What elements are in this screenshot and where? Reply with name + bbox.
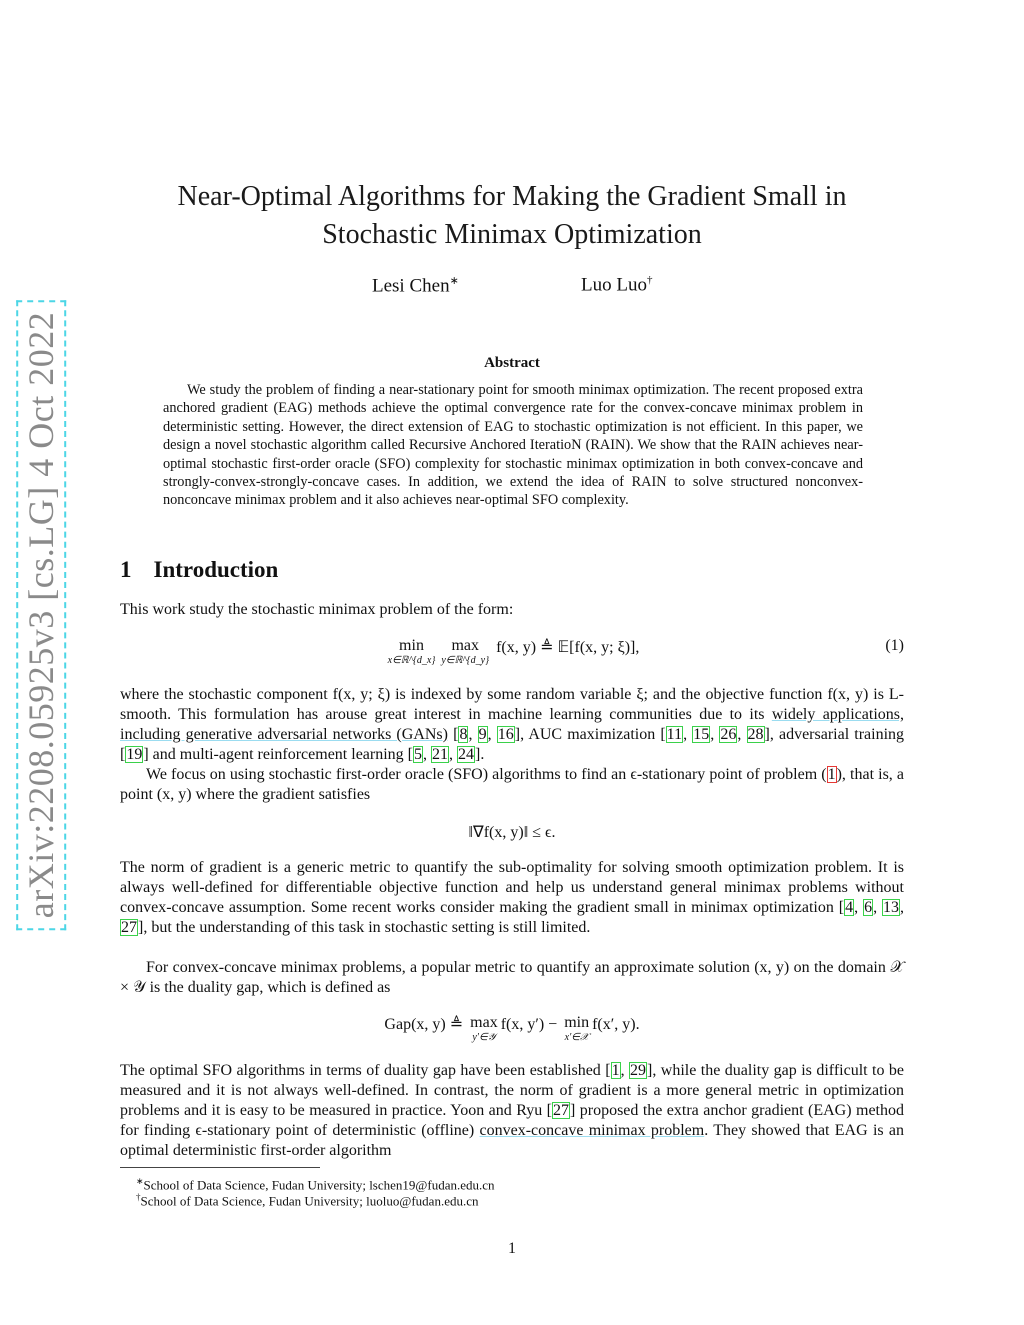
intro-paragraph-2: where the stochastic component f(x, y; ξ) is indexed by some random variable ξ; and the objective function f(x, y) is L-smooth. This formulation has arouse great interest in machine learning communities due to its widely applications, including generative adversarial networks (GANs) [8, 9, 16], AUC maximization [11, 15, 26, 28], adversarial training [19] and multi-agent reinforcement learning [5, 21, 24]. — [120, 686, 905, 763]
min-operator: min x∈ℝ^{d_x} — [387, 637, 436, 666]
footnote-1: ∗School of Data Science, Fudan University; lschen19@fudan.edu.cn — [136, 1176, 495, 1193]
arxiv-identifier: arXiv:2208.05925v3 [cs.LG] 4 Oct 2022 — [16, 300, 66, 930]
link-widely-applications[interactable]: widely applications, including generative adversarial networks (GANs) — [120, 706, 905, 743]
author-2 — [581, 274, 652, 296]
max-operator-gap: max y′∈𝒴 — [470, 1014, 498, 1043]
citation-26[interactable]: 26 — [720, 726, 737, 743]
section-number: 1 — [120, 557, 132, 582]
abstract-heading: Abstract — [484, 355, 540, 371]
link-convex-concave[interactable]: convex-concave minimax problem — [479, 1122, 705, 1139]
author-1-name: Lesi Chen — [372, 275, 450, 297]
author-2-mark: † — [646, 274, 653, 286]
footnote-2: †School of Data Science, Fudan University; luoluo@fudan.edu.cn — [136, 1192, 479, 1209]
citation-16[interactable]: 16 — [497, 726, 514, 743]
footnote-rule — [120, 1167, 320, 1168]
title-line-1: Near-Optimal Algorithms for Making the Gradient Small in — [177, 181, 847, 212]
citation-19[interactable]: 19 — [126, 746, 143, 763]
citation-4[interactable]: 4 — [845, 899, 854, 916]
equation-3 — [120, 1014, 904, 1043]
citation-6[interactable]: 6 — [864, 899, 873, 916]
intro-paragraph-1: This work study the stochastic minimax problem of the form: — [120, 601, 514, 618]
citation-1[interactable]: 1 — [611, 1062, 620, 1079]
citation-11[interactable]: 11 — [666, 726, 683, 743]
author-1 — [372, 274, 459, 297]
citation-27[interactable]: 27 — [121, 919, 137, 936]
arxiv-stamp[interactable] — [18, 311, 64, 919]
max-operator: max y∈ℝ^{d_y} — [441, 637, 490, 666]
citation-5[interactable]: 5 — [414, 746, 422, 763]
intro-paragraph-4: The norm of gradient is a generic metric to quantify the sub-optimality for solving smooth optimization problem. It is always well-defined for differentiable objective function and help us understand general minimax problems without convex-concave assumption. Some recent works consider making the gradient small in minimax optimization [4, 6, 13, 27], but the understanding of this task in stochastic setting is still limited. — [120, 859, 905, 936]
intro-paragraph-5: For convex-concave minimax problems, a popular metric to quantify an approximate solution (x, y) on the domain 𝒳 × 𝒴 is the duality gap, which is defined as — [120, 959, 904, 996]
equation-1-label: (1) — [885, 637, 904, 654]
intro-paragraph-3: We focus on using stochastic first-order oracle (SFO) algorithms to find an ϵ-stationary point of problem (1), that is, a point (x, y) where the gradient satisfies — [120, 766, 905, 803]
gap-rhs: f(x′, y). — [592, 1016, 640, 1033]
author-1-mark: ∗ — [449, 275, 459, 287]
abstract-text: We study the problem of finding a near-stationary point for smooth minimax optimization. The recent proposed extra anchored gradient (EAG) methods achieve the optimal convergence rate for the convex-concave minimax problem in deterministic setting. However, the direct extension of EAG to stochastic optimization is not efficient. In this paper, we design a novel stochastic algorithm called Recursive Anchored IteratioN (RAIN). We show that the RAIN achieves near-optimal stochastic first-order oracle (SFO) complexity for stochastic minimax optimization in both convex-concave and strongly-convex-strongly-concave cases. In addition, we extend the idea of RAIN to solve structured nonconvex-nonconcave minimax problem and it also achieves near-optimal SFO complexity. — [163, 382, 863, 509]
intro-paragraph-6: The optimal SFO algorithms in terms of duality gap have been established [1, 29], while the duality gap is difficult to be measured and it is not always well-defined. In contrast, the norm of gradient is a more general metric in optimization problems and it is easy to be measured in practice. Yoon and Ryu [27] proposed the extra anchor gradient (EAG) method for finding ϵ-stationary point of deterministic (offline) convex-concave minimax problem. They showed that EAG is an optimal deterministic first-order algorithm — [120, 1062, 905, 1159]
citation-13[interactable]: 13 — [883, 899, 900, 916]
citation-8[interactable]: 8 — [459, 726, 468, 743]
equation-reference-1[interactable]: 1 — [827, 766, 836, 783]
section-heading — [120, 557, 278, 583]
min-operator-gap: min x′∈𝒳 — [564, 1014, 590, 1043]
equation-1-body: f(x, y) ≜ 𝔼[f(x, y; ξ)], — [496, 639, 640, 656]
citation-21[interactable]: 21 — [432, 746, 448, 763]
gap-lhs: Gap(x, y) ≜ — [384, 1016, 464, 1033]
author-2-name: Luo Luo — [581, 274, 647, 296]
citation-28[interactable]: 28 — [747, 726, 764, 743]
gap-middle: f(x, y′) − — [500, 1016, 558, 1033]
equation-2: ‖∇f(x, y)‖ ≤ ϵ. — [468, 824, 556, 841]
section-title: Introduction — [153, 557, 279, 582]
citation-9[interactable]: 9 — [478, 726, 487, 743]
citation-24[interactable]: 24 — [458, 746, 474, 763]
citation-29[interactable]: 29 — [630, 1062, 647, 1079]
citation-15[interactable]: 15 — [693, 726, 710, 743]
equation-1 — [120, 637, 904, 666]
page-number: 1 — [508, 1240, 516, 1257]
author-list — [0, 274, 1024, 300]
paper-title — [110, 178, 914, 254]
citation-27b[interactable]: 27 — [552, 1102, 569, 1119]
title-line-2: Stochastic Minimax Optimization — [322, 219, 702, 250]
